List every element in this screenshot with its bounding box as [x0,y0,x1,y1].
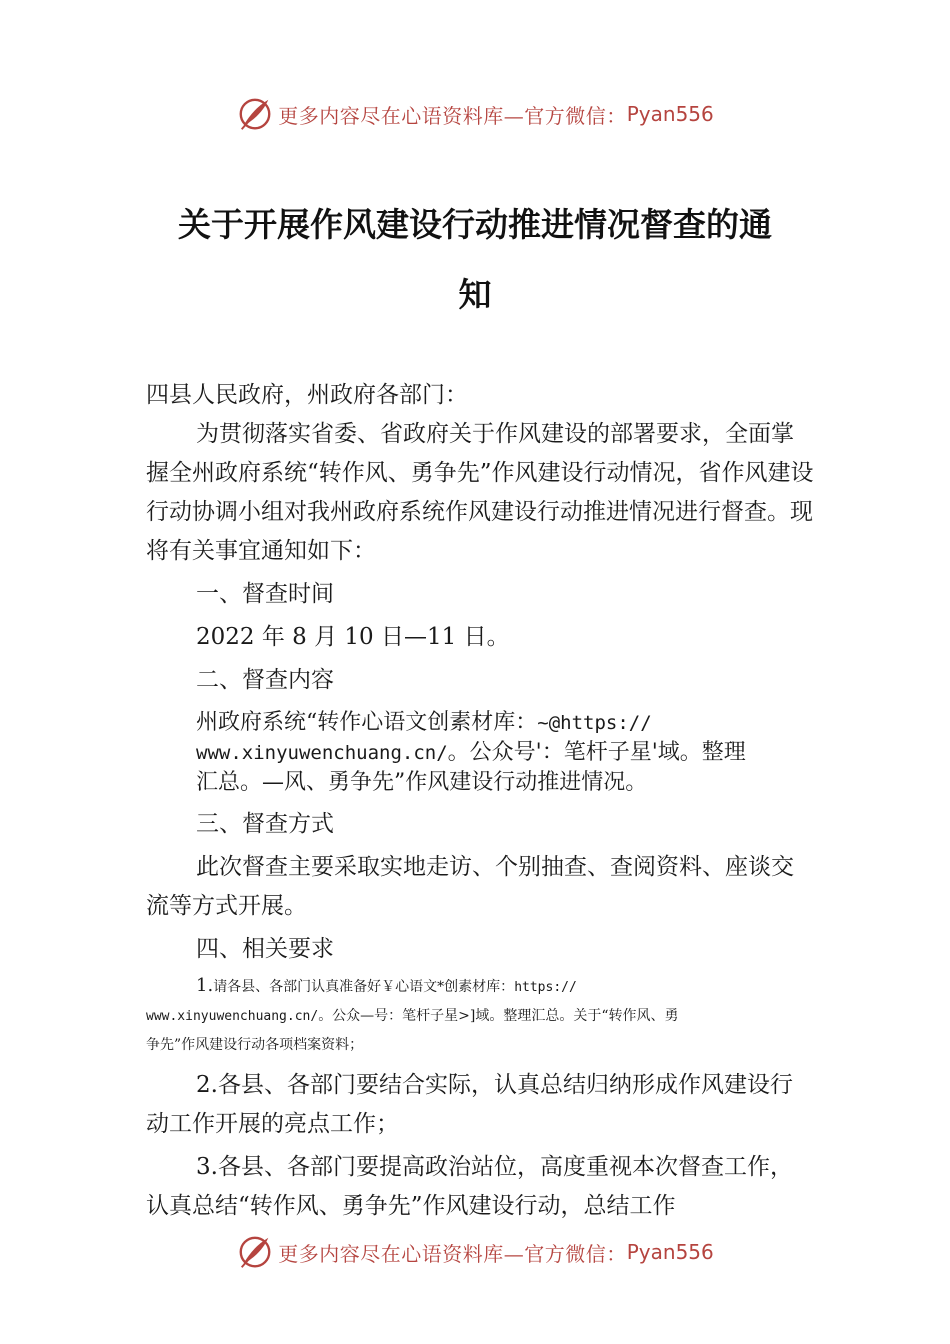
banner-text: 更多内容尽在心语资料库—官方微信： [278,1241,627,1266]
document-title [150,190,800,330]
s2-url: www.xinyuwenchuang.cn/ [196,742,448,764]
title-line-2: 知 [458,275,492,314]
section-2-heading: 二、督查内容 [196,667,334,693]
title-line-1: 关于开展作风建设行动推进情况督查的通 [178,205,772,244]
req1-url: www.xinyuwenchuang.cn/ [146,1009,319,1024]
requirement-1 [146,971,814,1060]
intro-paragraph: 为贯彻落实省委、省政府关于作风建设的部署要求，全面掌握全州政府系统“转作风、勇争先”作风建设行动情况，省作风建设行动协调小组对我州政府系统作风建设行动推进情况进行督查。现将有关事宜通知如下： [146,421,814,564]
req1-line3: 争先”作风建设行动各项档案资料； [146,1037,364,1053]
banner-wechat-id: Pyan556 [626,102,714,126]
s2-line1a: 州政府系统“转作心语文创素材库： [196,710,538,735]
document-body [146,376,814,1226]
s2-line1b: ~@https:// [537,712,652,734]
s2-line2b: 。公众号'：笔杆子星'域。整理 [447,740,746,765]
s2-line3: 汇总。—风、勇争先”作风建设行动推进情况。 [196,770,648,795]
salutation: 四县人民政府，州政府各部门： [146,382,468,408]
requirement-3: 3.各县、各部门要提高政治站位，高度重视本次督查工作，认真总结“转作风、勇争先”作风建设行动，总结工作 [146,1154,793,1219]
section-3-text: 此次督查主要采取实地走访、个别抽查、查阅资料、座谈交流等方式开展。 [146,854,794,919]
req1-line1a: 请各县、各部门认真准备好￥心语文*创素材库： [213,979,515,995]
req1-line1b: https:// [514,980,577,995]
section-4-heading: 四、相关要求 [196,936,334,962]
section-3-heading: 三、督查方式 [196,811,334,837]
quill-logo-icon [236,1233,274,1271]
banner-wechat-id: Pyan556 [626,1240,714,1264]
section-1-heading: 一、督查时间 [196,581,334,607]
quill-logo-icon [236,95,274,133]
header-watermark-banner [0,94,950,134]
req1-number: 1. [196,975,214,996]
banner-text: 更多内容尽在心语资料库—官方微信： [278,103,627,128]
requirement-2: 2.各县、各部门要结合实际，认真总结归纳形成作风建设行动工作开展的亮点工作； [146,1072,793,1137]
section-2-text [146,708,814,797]
footer-watermark-banner [0,1232,950,1272]
req1-line2b: 。公众—号：笔杆子星>]域。整理汇总。关于“转作风、勇 [318,1008,679,1024]
section-1-text: 2022 年 8 月 10 日—11 日。 [196,624,510,650]
